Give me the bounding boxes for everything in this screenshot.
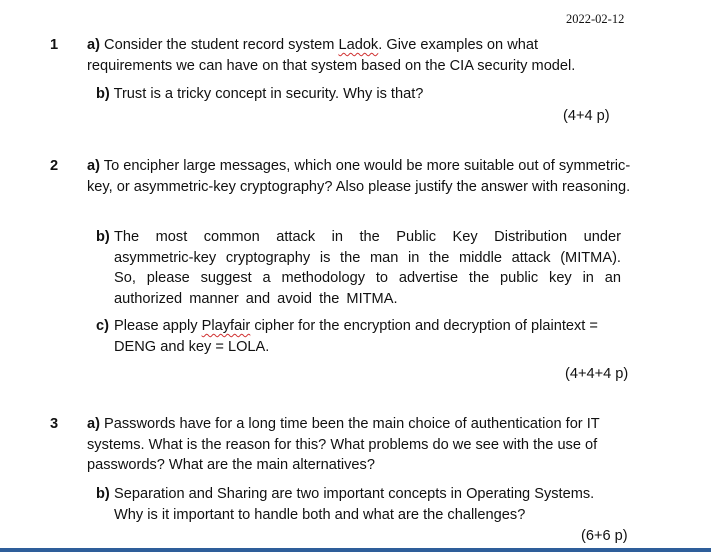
question-3-points: (6+6 p) [581,528,628,544]
question-2b-text: The most common attack in the Public Key Distribution under asymmetric-key cryptography is the man in the middle attack (MITMA). So, please suggest a methodology to advertise the public key in an authorized manner and avoid the MITMA. [114,229,621,307]
question-2a-text: To encipher large messages, which one would be more suitable out of symmetric-key, or asymmetric-key cryptography? Also please justify the answer with reasoning. [87,158,631,195]
question-2c-label: c) [96,318,109,334]
question-3b-text: Separation and Sharing are two important concepts in Operating Systems. Why is it important to handle both and what are the challenges? [114,486,595,523]
question-1b [96,84,616,105]
question-1b-text: Trust is a tricky concept in security. Why is that? [109,86,424,102]
question-1-number: 1 [50,37,59,53]
question-1a [87,35,607,76]
question-3a [87,414,632,476]
question-3a-label: a) [87,416,100,432]
question-2a-label: a) [87,158,100,174]
question-2-number: 2 [50,158,59,174]
question-1-points: (4+4 p) [563,108,610,124]
question-3b-label: b) [96,486,110,502]
question-2b-label: b) [96,229,110,245]
question-3-number: 3 [50,416,59,432]
question-1a-label: a) [87,37,100,53]
question-2c-text-before: Please apply [114,318,202,334]
question-2b [96,227,621,309]
question-2c-text-after: cipher for the encryption and decryption of plaintext = DENG and key = LOLA. [114,318,598,355]
question-2-points: (4+4+4 p) [565,366,629,382]
question-2c-body [114,316,621,357]
question-1a-text-before: Consider the student record system [99,37,339,53]
question-1a-underlined-word: Ladok [338,37,379,53]
question-3a-text: Passwords have for a long time been the main choice of authentication for IT systems. What is the reason for this? What problems do we see with the use of passwords? What are the main alternatives? [87,416,600,473]
bottom-border [0,548,711,552]
question-1b-label: b) [96,86,110,102]
exam-date: 2022-02-12 [566,12,625,26]
question-3b [96,484,621,525]
question-2a [87,156,632,197]
question-2c [96,316,621,357]
question-2c-underlined-word: Playfair [201,318,251,334]
question-1a-text-after: . Give examples on what requirements we can have on that system based on the CIA security model. [87,37,576,74]
